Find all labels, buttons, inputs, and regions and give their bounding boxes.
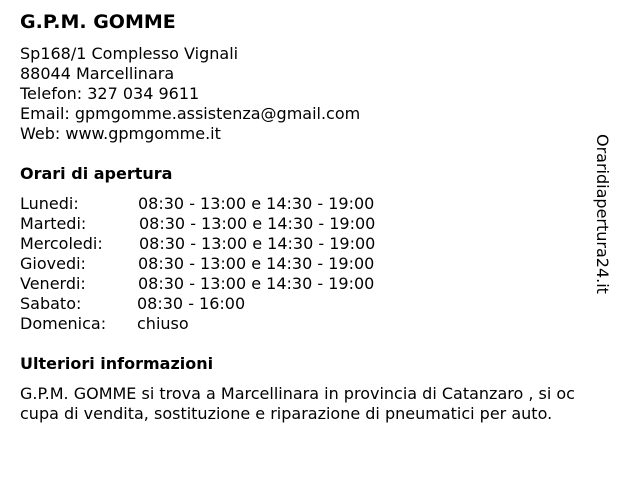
day-hours: 08:30 - 13:00 e 14:30 - 19:00	[138, 194, 375, 213]
address-street: Sp168/1 Complesso Vignali	[20, 44, 239, 63]
day-hours: 08:30 - 13:00 e 14:30 - 19:00	[138, 274, 375, 293]
site-watermark: Oraridiapertura24.it	[593, 134, 612, 294]
day-label: Sabato:	[20, 294, 82, 313]
day-label: Domenica:	[20, 314, 107, 333]
day-label: Martedi:	[20, 214, 87, 233]
day-label: Lunedi:	[20, 194, 79, 213]
email-address: Email: gpmgomme.assistenza@gmail.com	[20, 104, 361, 123]
description-line-2: cupa di vendita, sostituzione e riparazione di pneumatici per auto.	[20, 404, 553, 423]
day-label: Mercoledi:	[20, 234, 103, 253]
day-label: Giovedi:	[20, 254, 86, 273]
address-city: 88044 Marcellinara	[20, 64, 175, 83]
business-name: G.P.M. GOMME	[20, 11, 176, 33]
website: Web: www.gpmgomme.it	[20, 124, 221, 143]
day-hours: 08:30 - 13:00 e 14:30 - 19:00	[139, 234, 376, 253]
more-info-heading: Ulteriori informazioni	[20, 354, 214, 373]
opening-hours-heading: Orari di apertura	[20, 164, 173, 183]
day-label: Venerdi:	[20, 274, 86, 293]
day-hours: 08:30 - 13:00 e 14:30 - 19:00	[139, 214, 376, 233]
day-hours: chiuso	[137, 314, 189, 333]
description-line-1: G.P.M. GOMME si trova a Marcellinara in provincia di Catanzaro , si oc	[20, 384, 575, 403]
phone-number: Telefon: 327 034 9611	[20, 84, 200, 103]
day-hours: 08:30 - 13:00 e 14:30 - 19:00	[138, 254, 375, 273]
day-hours: 08:30 - 16:00	[137, 294, 246, 313]
